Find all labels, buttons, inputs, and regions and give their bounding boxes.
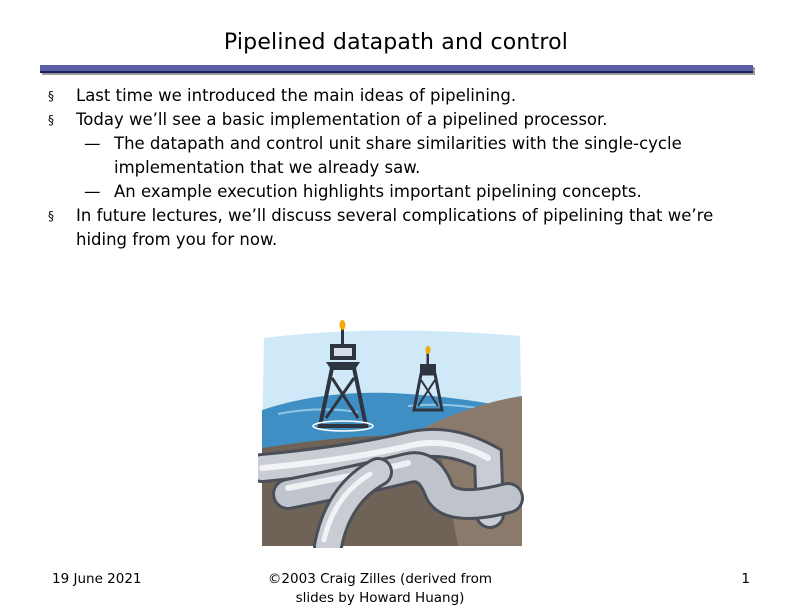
bullet-text: Today we’ll see a basic implementation of a pipelined processor. [76,110,608,129]
bullet-marker: § [48,209,54,223]
pipeline-clipart [258,318,526,548]
footer-credit: ©2003 Craig Zilles (derived from slides by Howard Huang) [267,571,493,606]
bullet-text: In future lectures, we’ll discuss several complications of pipelining that we’re hiding from you for now. [76,206,714,249]
sub-bullet-item [44,180,754,204]
title-rule [40,65,753,73]
bullet-text: Last time we introduced the main ideas of pipelining. [76,86,517,105]
sub-bullet-marker: — [84,134,101,153]
page-number: 1 [741,571,750,587]
sub-bullet-text: The datapath and control unit share similarities with the single-cycle implementation that we already saw. [114,134,682,177]
sub-bullet-marker: — [84,182,101,201]
bullet-item [44,204,754,252]
bullet-item [44,84,754,108]
sub-bullet-text: An example execution highlights important pipelining concepts. [114,182,642,201]
bullet-marker: § [48,89,54,103]
footer-date: 19 June 2021 [52,571,142,587]
bullet-item [44,108,754,132]
bullet-marker: § [48,113,54,127]
slide-title: Pipelined datapath and control [223,30,569,55]
sub-bullet-item [44,132,754,180]
bullet-list [44,84,754,252]
